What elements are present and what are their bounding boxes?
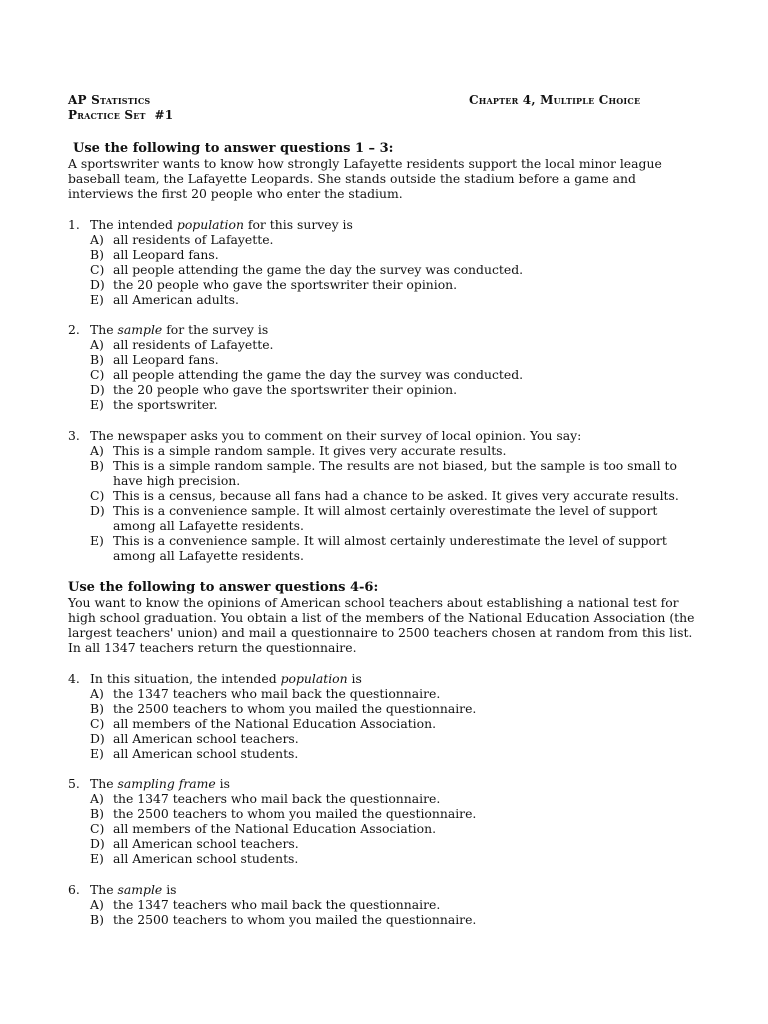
option-text: This is a simple random sample. The results are not biased, but the sample is too small to have high precision. [113, 458, 677, 488]
option-text: all Leopard fans. [113, 247, 219, 262]
option-letter: C) [90, 488, 105, 503]
option-letter: B) [90, 247, 104, 262]
option-letter: D) [90, 731, 105, 746]
question-text-end: for this survey is [243, 217, 353, 232]
option-text: the 1347 teachers who mail back the questionnaire. [113, 686, 441, 701]
question-number: 4. [68, 671, 80, 686]
question-text: The newspaper asks you to comment on their survey of local opinion. You say: [90, 428, 582, 443]
option-text: the 2500 teachers to whom you mailed the questionnaire. [113, 806, 477, 821]
question-term: population [280, 671, 348, 686]
question-stem [68, 428, 700, 443]
practice-set-label: Practice Set #1 [68, 108, 174, 122]
answer-option [68, 292, 700, 307]
option-letter: C) [90, 262, 105, 277]
option-letter: B) [90, 352, 104, 367]
section-1-lead: Use the following to answer questions 1 – 3: [73, 141, 394, 156]
option-letter: A) [90, 337, 104, 352]
answer-option [68, 443, 700, 458]
answer-option [68, 232, 700, 247]
question-3 [68, 428, 700, 563]
answer-option [68, 912, 700, 927]
answer-option [68, 746, 700, 761]
answer-options [68, 897, 700, 927]
answer-option [68, 731, 700, 746]
option-letter: E) [90, 397, 104, 412]
answer-option [68, 458, 700, 488]
answer-option [68, 262, 700, 277]
option-text: all residents of Lafayette. [113, 232, 274, 247]
option-letter: A) [90, 443, 104, 458]
question-term: population [176, 217, 244, 232]
answer-option [68, 851, 700, 866]
option-letter: B) [90, 458, 104, 473]
option-letter: E) [90, 851, 104, 866]
option-letter: C) [90, 367, 105, 382]
option-text: the 2500 teachers to whom you mailed the questionnaire. [113, 912, 477, 927]
question-text: The intended [90, 217, 177, 232]
option-text: all people attending the game the day the survey was conducted. [113, 367, 524, 382]
question-term: sample [117, 322, 163, 337]
option-text: This is a census, because all fans had a chance to be asked. It gives very accurate results. [113, 488, 679, 503]
answer-option [68, 367, 700, 382]
option-letter: D) [90, 277, 105, 292]
option-text: all people attending the game the day the survey was conducted. [113, 262, 524, 277]
answer-option [68, 686, 700, 701]
section-1-intro [68, 141, 700, 201]
option-text: all residents of Lafayette. [113, 337, 274, 352]
option-letter: A) [90, 897, 104, 912]
question-number: 1. [68, 217, 80, 232]
answer-option [68, 716, 700, 731]
option-text: all American school students. [113, 851, 299, 866]
option-text: all American school teachers. [113, 836, 299, 851]
option-letter: C) [90, 821, 105, 836]
answer-option [68, 382, 700, 397]
answer-option [68, 836, 700, 851]
chapter-label: Chapter 4, Multiple Choice [469, 93, 641, 107]
question-1 [68, 217, 700, 307]
option-letter: B) [90, 701, 104, 716]
answer-options [68, 443, 700, 563]
option-letter: E) [90, 533, 104, 548]
answer-options [68, 232, 700, 307]
question-text-end: is [162, 882, 177, 897]
question-term: sample [117, 882, 163, 897]
option-letter: C) [90, 716, 105, 731]
answer-option [68, 897, 700, 912]
option-text: all members of the National Education Association. [113, 716, 437, 731]
answer-option [68, 277, 700, 292]
question-text: The [90, 776, 118, 791]
question-term: sampling frame [117, 776, 216, 791]
answer-option [68, 352, 700, 367]
answer-option [68, 337, 700, 352]
question-text-end: for the survey is [162, 322, 269, 337]
option-text: all American adults. [113, 292, 239, 307]
question-stem [68, 776, 700, 791]
question-stem [68, 671, 700, 686]
option-text: the 1347 teachers who mail back the questionnaire. [113, 897, 441, 912]
question-text: The [90, 322, 118, 337]
option-text: all American school teachers. [113, 731, 299, 746]
answer-option [68, 488, 700, 503]
option-text: the 2500 teachers to whom you mailed the questionnaire. [113, 701, 477, 716]
option-letter: E) [90, 292, 104, 307]
answer-option [68, 247, 700, 262]
option-letter: D) [90, 503, 105, 518]
question-6 [68, 882, 700, 927]
question-number: 2. [68, 322, 80, 337]
option-text: This is a convenience sample. It will almost certainly underestimate the level of support among all Lafayette residents. [113, 533, 667, 563]
option-letter: D) [90, 836, 105, 851]
answer-option [68, 533, 700, 563]
question-4 [68, 671, 700, 761]
question-text: In this situation, the intended [90, 671, 281, 686]
answer-option [68, 791, 700, 806]
section-1-text: A sportswriter wants to know how strongly Lafayette residents support the local minor league baseball team, the Lafayette Leopards. She stands outside the stadium before a game and interviews the first 20 people who enter the stadium. [68, 156, 662, 201]
option-text: all American school students. [113, 746, 299, 761]
option-letter: B) [90, 912, 104, 927]
option-letter: E) [90, 746, 104, 761]
answer-options [68, 686, 700, 761]
question-2 [68, 322, 700, 412]
question-stem [68, 322, 700, 337]
option-text: the 1347 teachers who mail back the questionnaire. [113, 791, 441, 806]
section-2-text: You want to know the opinions of American school teachers about establishing a national test for high school graduation. You obtain a list of the members of the National Education Association (the largest teachers' union) and mail a questionnaire to 2500 teachers chosen at random from this list. In all 1347 teachers return the questionnaire. [68, 595, 695, 655]
option-text: This is a simple random sample. It gives very accurate results. [113, 443, 507, 458]
option-letter: B) [90, 806, 104, 821]
answer-options [68, 337, 700, 412]
question-stem [68, 882, 700, 897]
option-text: the 20 people who gave the sportswriter their opinion. [113, 277, 458, 292]
section-2-lead: Use the following to answer questions 4-6: [68, 580, 379, 595]
option-text: the sportswriter. [113, 397, 218, 412]
answer-option [68, 397, 700, 412]
question-5 [68, 776, 700, 866]
option-text: all Leopard fans. [113, 352, 219, 367]
option-letter: A) [90, 791, 104, 806]
question-number: 5. [68, 776, 80, 791]
question-number: 6. [68, 882, 80, 897]
question-text: The [90, 882, 118, 897]
option-text: This is a convenience sample. It will almost certainly overestimate the level of support among all Lafayette residents. [113, 503, 658, 533]
question-number: 3. [68, 428, 80, 443]
option-letter: A) [90, 232, 104, 247]
option-text: all members of the National Education Association. [113, 821, 437, 836]
answer-option [68, 503, 700, 533]
question-stem [68, 217, 700, 232]
answer-option [68, 806, 700, 821]
section-2-intro [68, 580, 700, 655]
question-text-end: is [347, 671, 362, 686]
answer-options [68, 791, 700, 866]
question-text-end: is [215, 776, 230, 791]
answer-option [68, 701, 700, 716]
option-letter: A) [90, 686, 104, 701]
course-title: AP Statistics [68, 93, 151, 107]
option-letter: D) [90, 382, 105, 397]
answer-option [68, 821, 700, 836]
option-text: the 20 people who gave the sportswriter their opinion. [113, 382, 458, 397]
